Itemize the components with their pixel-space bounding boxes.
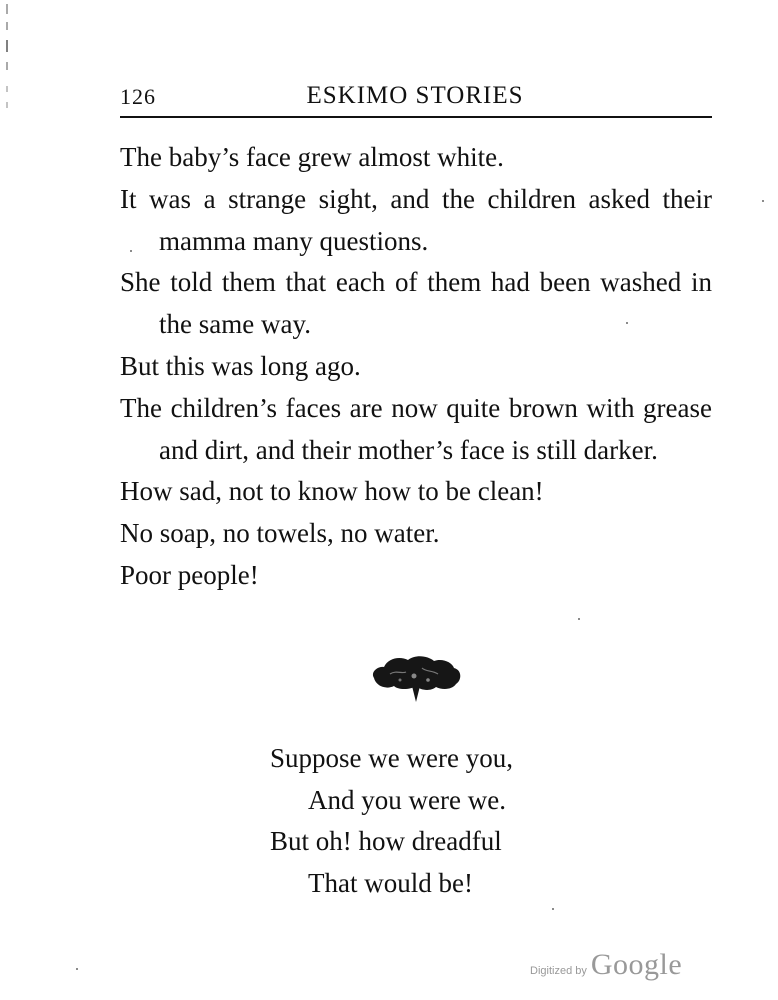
page-number: 126 <box>120 84 156 109</box>
verse-line: That would be! <box>308 867 473 898</box>
paper-speck <box>76 968 78 970</box>
paper-speck <box>626 322 628 324</box>
paragraph: The children’s faces are now quite brown with grease and dirt, and their mother’s face is still darker. <box>120 392 712 465</box>
paragraph: But this was long ago. <box>120 350 361 381</box>
paper-speck <box>578 618 580 620</box>
verse-line: But oh! how dreadful <box>270 826 502 856</box>
paragraph: Poor people! <box>120 559 259 590</box>
verse-line: And you were we. <box>308 784 506 815</box>
watermark-prefix: Digitized by <box>530 965 587 977</box>
tree-vignette-icon <box>368 652 464 704</box>
paragraph: The baby’s face grew almost white. <box>120 142 504 172</box>
running-title: ESKIMO STORIES <box>306 82 524 109</box>
paper-speck <box>762 200 764 202</box>
page-header <box>120 80 710 120</box>
watermark-brand: Google <box>590 948 683 981</box>
paragraph: How sad, not to know how to be clean! <box>120 476 544 507</box>
binding-margin-marks <box>5 0 9 120</box>
header-rule <box>120 116 712 118</box>
paragraph: It was a strange sight, and the children asked their mamma many questions. <box>120 183 712 256</box>
paper-speck <box>552 908 554 910</box>
verse-line: Suppose we were you, <box>270 743 513 773</box>
verse <box>270 738 590 904</box>
paragraph: She told them that each of them had been washed in the same way. <box>120 267 712 340</box>
digitization-watermark <box>530 948 682 982</box>
paper-speck <box>130 250 132 252</box>
body-text <box>120 137 712 597</box>
paragraph: No soap, no towels, no water. <box>120 518 440 549</box>
